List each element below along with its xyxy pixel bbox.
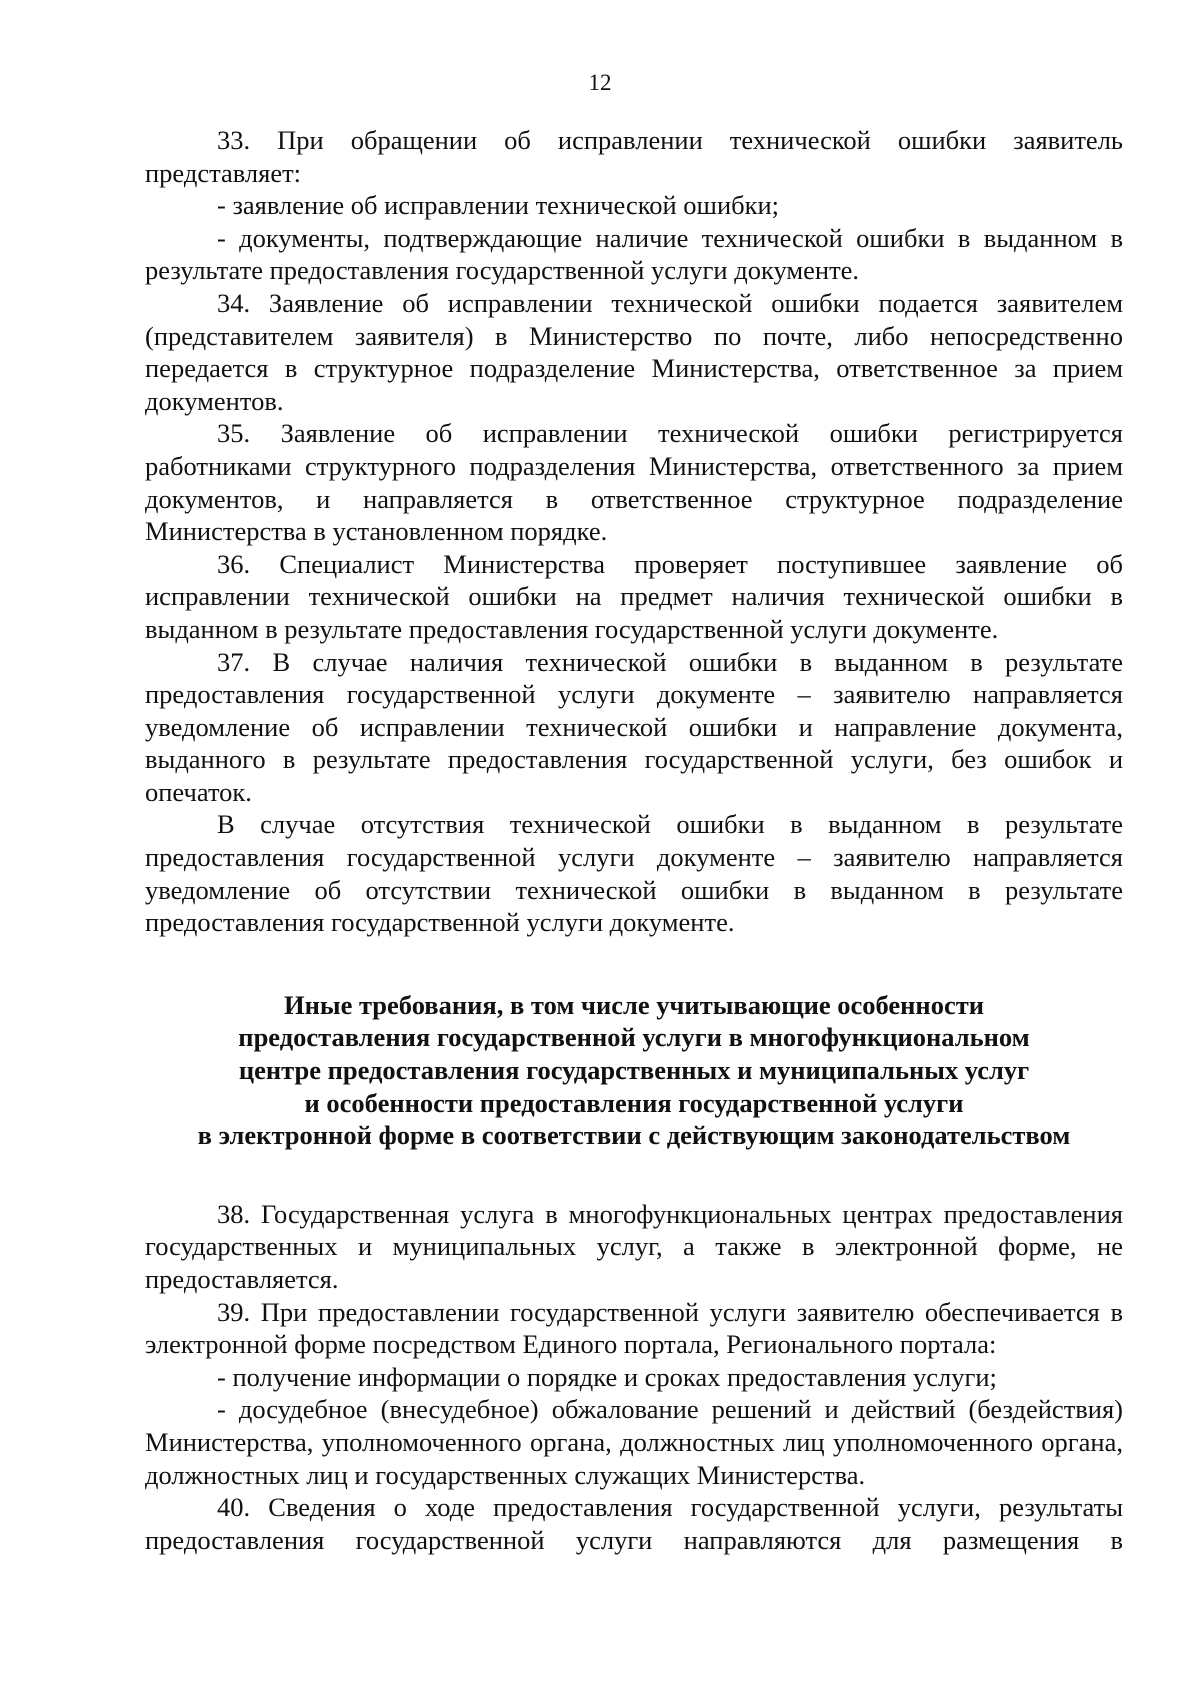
heading-line: предоставления государственной услуги в многофункциональном — [238, 1022, 1030, 1053]
list-item: - досудебное (внесудебное) обжалование решений и действий (бездействия) Министерства, уполномоченного органа, должностных лиц уполномоченного органа, должностных лиц и государственных служащих Министерства. — [145, 1394, 1123, 1490]
paragraph-40: 40. Сведения о ходе предоставления государственной услуги, результаты предоставления государственной услуги направляются для размещения в — [145, 1492, 1123, 1555]
paragraph-37: 37. В случае наличия технической ошибки в выданном в результате предоставления государственной услуги документе – заявителю направляется уведомление об исправлении технической ошибки и направление документа, выданного в результате предоставления государственной услуги, без ошибок и опечаток. — [145, 646, 1123, 807]
list-item: - документы, подтверждающие наличие технической ошибки в выданном в результате предоставления государственной услуги документе. — [145, 222, 1123, 286]
paragraph-34: 34. Заявление об исправлении технической ошибки подается заявителем (представителем заявителя) в Министерство по почте, либо непосредственно передается в структурное подразделение Министерства, ответственное за прием документов. — [145, 287, 1123, 416]
document-body — [145, 124, 1123, 1556]
paragraph-38: 38. Государственная услуга в многофункциональных центрах предоставления государственных и муниципальных услуг, а также в электронной форме, не предоставляется. — [145, 1198, 1123, 1294]
heading-line: центре предоставления государственных и муниципальных услуг — [238, 1055, 1030, 1086]
list-item: - получение информации о порядке и сроках предоставления услуги; — [217, 1361, 997, 1392]
paragraph-35: 35. Заявление об исправлении технической ошибки регистрируется работниками структурного подразделения Министерства, ответственного за прием документов, и направляется в ответственное структурное подразделение Министерства в установленном порядке. — [145, 418, 1123, 547]
list-item: - заявление об исправлении технической ошибки; — [217, 190, 780, 221]
section-heading — [145, 989, 1123, 1152]
heading-line: Иные требования, в том числе учитывающие особенности — [284, 989, 984, 1020]
heading-line: в электронной форме в соответствии с действующим законодательством — [197, 1120, 1071, 1151]
paragraph-37-continued: В случае отсутствия технической ошибки в выданном в результате предоставления государственной услуги документе – заявителю направляется уведомление об отсутствии технической ошибки в выданном в результате предоставления государственной услуги документе. — [145, 809, 1123, 938]
paragraph-33: 33. При обращении об исправлении технической ошибки заявитель представляет: — [145, 125, 1123, 188]
heading-line: и особенности предоставления государственной услуги — [304, 1087, 964, 1118]
paragraph-36: 36. Специалист Министерства проверяет поступившее заявление об исправлении технической ошибки на предмет наличия технической ошибки в выданном в результате предоставления государственной услуги документе. — [145, 548, 1123, 644]
page-number: 12 — [588, 70, 612, 95]
paragraph-39: 39. При предоставлении государственной услуги заявителю обеспечивается в электронной форме посредством Единого портала, Регионального портала: — [145, 1296, 1123, 1360]
